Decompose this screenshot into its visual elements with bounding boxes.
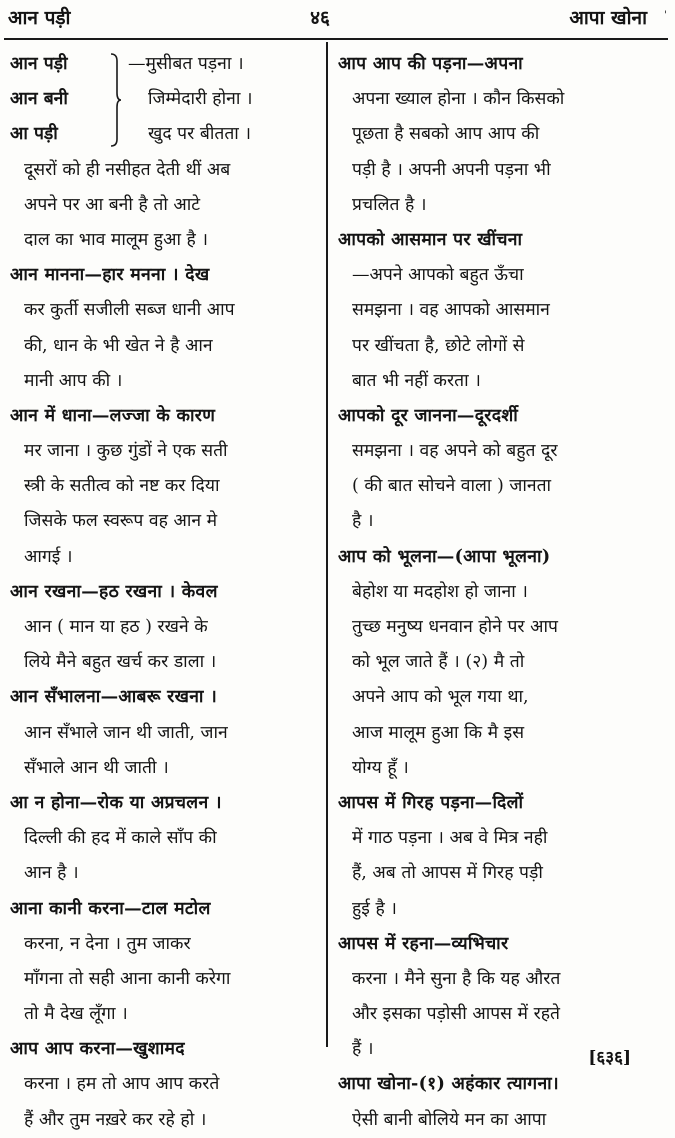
entry-text-line: दाल का भाव मालूम हुआ है ।: [24, 229, 209, 250]
header-right-guideword: आपा खोना: [569, 7, 647, 29]
entry-text-line: आन ( मान या हठ ) रखने के: [24, 617, 208, 638]
right-column: [338, 47, 638, 1138]
entry-text-line: दूसरों को ही नसीहत देती थीं अब: [24, 159, 231, 180]
entry-headword-line: आपस में गिरह पड़ना—दिलों: [338, 792, 524, 813]
entry-text-line: समझना । वह अपने को बहुत दूर: [352, 441, 558, 462]
entry-text-line: ( की बात सोचने वाला ) जानता: [352, 476, 552, 497]
entry-text-line: मर जाना । कुछ गुंडों ने एक सती: [24, 441, 228, 462]
entry-text-line: कर कुर्ती सजीली सब्ज धानी आप: [24, 300, 235, 321]
entry-text-line: पड़ी है । अपनी अपनी पड़ना भी: [352, 159, 551, 180]
group-headword: आन बनी: [10, 89, 68, 110]
entry-headword-line: आपको दूर जानना—दूरदर्शी: [338, 405, 519, 426]
entry-text-line: —अपने आपको बहुत ऊँचा: [352, 265, 524, 286]
brace-icon: [108, 53, 122, 147]
entry-text-line: आन सँभाले जान थी जाती, जान: [24, 722, 228, 743]
entry-text-line: लिये मैने बहुत खर्च कर डाला ।: [24, 652, 217, 673]
entry-text-line: हैं और तुम नख़रे कर रहे हो ।: [24, 1109, 207, 1130]
entry-text-line: अपना ख्याल होना । कौन किसको: [352, 89, 565, 110]
entry-text-line: बेहोश या मदहोश हो जाना ।: [352, 581, 528, 602]
entry-headword-line: आ न होना—रोक या अप्रचलन ।: [10, 792, 222, 813]
group-meaning: खुद पर बीतता ।: [148, 124, 252, 145]
entry-headword-line: आन सँभालना—आबरू रखना ।: [10, 687, 218, 708]
entry-text-line: की, धान के भी खेत ने है आन: [24, 335, 213, 356]
entry-text-line: प्रचलित है ।: [352, 194, 427, 215]
entry-text-line: करना । मैने सुना है कि यह औरत: [352, 968, 561, 989]
entry-text-line: को भूल जाते हैं । (२) मै तो: [352, 652, 525, 673]
entry-text-line: हैं, अब तो आपस में गिरह पड़ी: [352, 863, 543, 884]
entry-headword-line: आपा खोना-(१) अहंकार त्यागना।: [338, 1074, 559, 1095]
entry-text-line: बात भी नहीं करता ।: [352, 370, 481, 391]
entry-headword-line: आप आप की पड़ना—अपना: [338, 54, 524, 74]
entry-text-line: हैं ।: [352, 1039, 374, 1060]
footer-page-number: [६३६]: [588, 1048, 631, 1068]
entry-text-line: हुई है ।: [352, 898, 397, 919]
left-column: [10, 47, 318, 1138]
entry-headword-line: आन रखना—हठ रखना । केवल: [10, 581, 218, 602]
group-meaning: जिम्मेदारी होना ।: [148, 89, 253, 110]
entry-text-line: मानी आप की ।: [24, 370, 123, 391]
entry-text-line: करना । हम तो आप आप करते: [24, 1074, 220, 1095]
entry-text-line: समझना । वह आपको आसमान: [352, 300, 550, 321]
entry-headword-line: आपस में रहना—व्यभिचार: [338, 933, 509, 954]
entry-text-line: ऐसी बानी बोलिये मन का आपा: [352, 1109, 547, 1130]
entry-text-line: आज मालूम हुआ कि मै इस: [352, 722, 525, 743]
grouped-entry: [10, 47, 318, 153]
entry-text-line: दिल्ली की हद में काले साँप की: [24, 828, 217, 849]
entry-text-line: करना, न देना । तुम जाकर: [24, 933, 191, 954]
header-page-number: ४६: [310, 7, 330, 29]
entry-headword-line: आन में धाना—लज्जा के कारण: [10, 405, 216, 426]
running-header: [0, 0, 675, 40]
entry-text-line: अपने पर आ बनी है तो आटे: [24, 194, 201, 215]
entry-text-line: और इसका पड़ोसी आपस में रहते: [352, 1004, 561, 1025]
entry-headword-line: आपको आसमान पर खींचना: [338, 229, 523, 250]
group-headword: आ पड़ी: [10, 124, 58, 145]
entry-text-line: सँभाले आन थी जाती ।: [24, 757, 169, 778]
entry-text-line: स्त्री के सतीत्व को नष्ट कर दिया: [24, 476, 220, 497]
entry-headword-line: आप आप करना—खुशामद: [10, 1039, 185, 1060]
entry-text-line: है ।: [352, 511, 374, 532]
entry-text-line: में गाठ पड़ना । अब वे मित्र नही: [352, 828, 548, 849]
entry-text-line: माँगना तो सही आना कानी करेगा: [24, 968, 231, 989]
group-headword: आन पड़ी: [10, 54, 68, 74]
entry-text-line: अपने आप को भूल गया था,: [352, 687, 529, 708]
header-mark: ': [664, 10, 667, 21]
entry-text-line: तो मै देख लूँगा ।: [24, 1004, 128, 1025]
header-left-guideword: आन पड़ी: [8, 7, 71, 29]
group-meaning: —मुसीबत पड़ना ।: [128, 54, 244, 74]
entry-text-line: जिसके फल स्वरूप वह आन मे: [24, 511, 218, 532]
entry-text-line: पर खींचता है, छोटे लोगों से: [352, 335, 525, 356]
header-rule: [4, 38, 668, 40]
entry-text-line: पूछता है सबको आप आप की: [352, 124, 540, 145]
entry-text-line: आन है ।: [24, 863, 79, 884]
entry-text-line: तुच्छ मनुष्य धनवान होने पर आप: [352, 617, 558, 637]
entry-text-line: आगई ।: [24, 546, 73, 567]
entry-headword-line: आना कानी करना—टाल मटोल: [10, 898, 211, 919]
entry-headword-line: आप को भूलना—(आपा भूलना): [338, 546, 551, 567]
column-divider: [326, 42, 328, 1047]
entry-text-line: योग्य हूँ ।: [352, 757, 409, 778]
entry-headword-line: आन मानना—हार मनना । देख: [10, 265, 210, 286]
